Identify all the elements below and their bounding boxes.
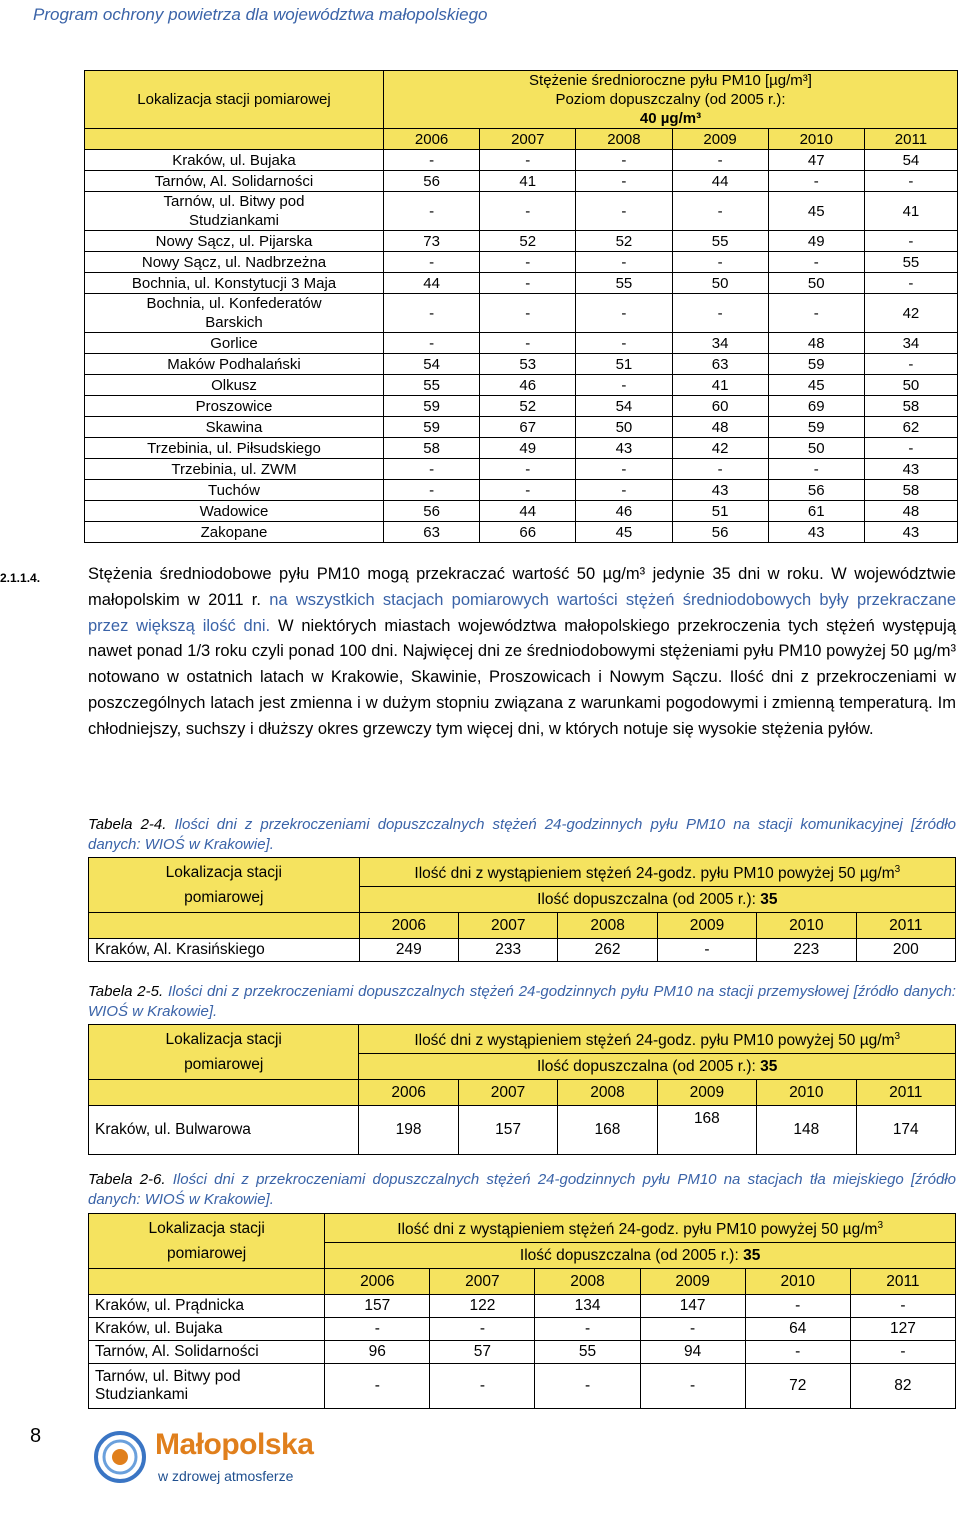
value-cell: 134	[535, 1295, 640, 1318]
allowed-days-header: Ilość dopuszczalna (od 2005 r.): 35	[325, 1243, 956, 1269]
table-2-6	[88, 1213, 956, 1409]
station-name: Bochnia, ul. Konstytucji 3 Maja	[85, 273, 384, 294]
value-cell: 127	[850, 1318, 955, 1341]
table-2-4	[88, 857, 956, 962]
value-cell: 200	[856, 939, 955, 962]
station-name: Zakopane	[85, 522, 384, 543]
station-name: Proszowice	[85, 396, 384, 417]
value-cell: 48	[672, 417, 768, 438]
value-cell: -	[384, 333, 480, 354]
table-2-5	[88, 1024, 956, 1155]
value-cell: -	[640, 1318, 745, 1341]
table-row	[85, 171, 958, 192]
value-cell: -	[745, 1295, 850, 1318]
value-cell: 94	[640, 1341, 745, 1364]
value-cell: 168	[558, 1106, 657, 1155]
year-header: 2007	[480, 129, 576, 150]
year-header: 2006	[359, 913, 458, 939]
year-header: 2007	[430, 1269, 535, 1295]
value-cell: -	[325, 1364, 430, 1409]
table-row	[85, 501, 958, 522]
value-cell: 249	[359, 939, 458, 962]
year-header: 2007	[458, 1080, 557, 1106]
station-name: Tarnów, Al. Solidarności	[85, 171, 384, 192]
value-cell: 48	[768, 333, 864, 354]
value-cell: 56	[672, 522, 768, 543]
value-cell: 82	[850, 1364, 955, 1409]
table-row	[89, 1341, 956, 1364]
station-name: Kraków, ul. Prądnicka	[89, 1295, 325, 1318]
station-name: Maków Podhalański	[85, 354, 384, 375]
value-cell: 168	[657, 1106, 756, 1155]
table-row	[89, 1364, 956, 1409]
table-row	[89, 939, 956, 962]
value-cell: -	[768, 459, 864, 480]
value-cell: -	[384, 459, 480, 480]
value-cell: -	[864, 171, 957, 192]
value-cell: -	[576, 480, 672, 501]
table-row	[89, 1106, 956, 1155]
value-cell: 44	[672, 171, 768, 192]
value-cell: 198	[359, 1106, 458, 1155]
value-cell: 58	[384, 438, 480, 459]
table-row	[85, 333, 958, 354]
station-name: Bochnia, ul. Konfederatów Barskich	[85, 294, 384, 333]
value-cell: -	[576, 294, 672, 333]
value-cell: 55	[535, 1341, 640, 1364]
value-cell: 64	[745, 1318, 850, 1341]
year-header: 2009	[640, 1269, 745, 1295]
value-cell: -	[672, 192, 768, 231]
year-header: 2008	[535, 1269, 640, 1295]
value-cell: 122	[430, 1295, 535, 1318]
value-cell: 43	[672, 480, 768, 501]
value-cell: 57	[430, 1341, 535, 1364]
table-row	[89, 1318, 956, 1341]
table-row	[85, 231, 958, 252]
station-name: Gorlice	[85, 333, 384, 354]
location-header: Lokalizacja stacji pomiarowej	[89, 1214, 325, 1269]
value-cell: 42	[864, 294, 957, 333]
value-cell: -	[480, 333, 576, 354]
value-cell: 72	[745, 1364, 850, 1409]
value-cell: 45	[768, 375, 864, 396]
value-cell: 51	[576, 354, 672, 375]
value-cell: -	[430, 1364, 535, 1409]
annual-title: Stężenie średnioroczne pyłu PM10 [µg/m³]	[529, 72, 812, 89]
value-cell: 47	[768, 150, 864, 171]
value-cell: 50	[576, 417, 672, 438]
year-header: 2011	[856, 913, 955, 939]
value-cell: 60	[672, 396, 768, 417]
station-name: Kraków, Al. Krasińskiego	[89, 939, 360, 962]
value-cell: 223	[757, 939, 856, 962]
value-cell: -	[480, 273, 576, 294]
value-cell: 262	[558, 939, 657, 962]
value-cell: 43	[864, 459, 957, 480]
value-cell: 58	[864, 396, 957, 417]
value-cell: -	[850, 1341, 955, 1364]
station-name: Kraków, ul. Bujaka	[89, 1318, 325, 1341]
value-cell: -	[768, 252, 864, 273]
value-cell: -	[576, 150, 672, 171]
value-cell: -	[576, 192, 672, 231]
value-cell: 62	[864, 417, 957, 438]
year-header-empty	[85, 129, 384, 150]
value-cell: 73	[384, 231, 480, 252]
value-cell: 44	[480, 501, 576, 522]
location-header: Lokalizacja stacji pomiarowej	[85, 71, 384, 129]
exceedance-header: Ilość dni z wystąpieniem stężeń 24-godz. pyłu PM10 powyżej 50 $\mu g/m^3$	[325, 1214, 956, 1243]
value-cell: 56	[768, 480, 864, 501]
value-cell: -	[430, 1318, 535, 1341]
year-header: 2006	[359, 1080, 458, 1106]
allowed-days-header: Ilość dopuszczalna (od 2005 r.): 35	[359, 1054, 956, 1080]
year-header: 2010	[757, 913, 856, 939]
year-header: 2011	[850, 1269, 955, 1295]
value-cell: 55	[576, 273, 672, 294]
value-cell: -	[768, 294, 864, 333]
value-cell: 43	[864, 522, 957, 543]
annual-limit: Poziom dopuszczalny (od 2005 r.): 40 µg/m³	[555, 91, 786, 127]
year-header: 2011	[864, 129, 957, 150]
location-header: Lokalizacja stacji pomiarowej	[89, 1025, 359, 1080]
station-name: Tarnów, Al. Solidarności	[89, 1341, 325, 1364]
year-header: 2009	[657, 913, 756, 939]
value-cell: 63	[672, 354, 768, 375]
value-cell: 53	[480, 354, 576, 375]
table-row	[85, 480, 958, 501]
value-cell: -	[480, 150, 576, 171]
value-cell: -	[480, 294, 576, 333]
value-cell: 52	[480, 396, 576, 417]
table-row	[85, 150, 958, 171]
section-number: 2.1.1.4.	[0, 571, 41, 585]
year-header: 2006	[384, 129, 480, 150]
table-row	[85, 375, 958, 396]
value-cell: 54	[864, 150, 957, 171]
value-cell: 41	[864, 192, 957, 231]
value-cell: 49	[480, 438, 576, 459]
value-cell: 41	[480, 171, 576, 192]
value-cell: 67	[480, 417, 576, 438]
exceedance-header: Ilość dni z wystąpieniem stężeń 24-godz. pyłu PM10 powyżej 50 $\mu g/m^3$	[359, 1025, 956, 1054]
value-cell: 61	[768, 501, 864, 522]
value-cell: -	[576, 252, 672, 273]
year-header: 2010	[745, 1269, 850, 1295]
table-row	[85, 417, 958, 438]
value-cell: 63	[384, 522, 480, 543]
value-cell: -	[576, 459, 672, 480]
year-header: 2009	[657, 1080, 756, 1106]
value-cell: 157	[325, 1295, 430, 1318]
value-cell: 48	[864, 501, 957, 522]
logo-name: Małopolska	[155, 1428, 314, 1461]
value-cell: -	[850, 1295, 955, 1318]
allowed-days-header: Ilość dopuszczalna (od 2005 r.): 35	[359, 887, 955, 913]
table-row	[85, 273, 958, 294]
year-header: 2010	[768, 129, 864, 150]
value-cell: -	[576, 171, 672, 192]
value-cell: 58	[864, 480, 957, 501]
table-2-6-caption: Tabela 2-6. Ilości dni z przekroczeniami dopuszczalnych stężeń 24-godzinnych pyłu PM10 na stacjach tła miejskiego [źródło danych: WIOŚ w Krakowie].	[88, 1171, 956, 1208]
value-cell: 96	[325, 1341, 430, 1364]
station-name: Skawina	[85, 417, 384, 438]
year-header: 2008	[576, 129, 672, 150]
value-cell: 54	[576, 396, 672, 417]
value-cell: -	[672, 459, 768, 480]
year-header: 2010	[757, 1080, 856, 1106]
value-cell: 55	[384, 375, 480, 396]
value-cell: -	[384, 252, 480, 273]
station-name: Nowy Sącz, ul. Nadbrzeżna	[85, 252, 384, 273]
annual-header	[384, 71, 958, 129]
value-cell: 46	[576, 501, 672, 522]
value-cell: 50	[672, 273, 768, 294]
value-cell: -	[672, 252, 768, 273]
table-row	[85, 396, 958, 417]
table-row	[85, 459, 958, 480]
value-cell: -	[384, 150, 480, 171]
value-cell: 50	[864, 375, 957, 396]
table-row	[85, 522, 958, 543]
table-2-5-caption: Tabela 2-5. Ilości dni z przekroczeniami dopuszczalnych stężeń 24-godzinnych pyłu PM10 na stacji przemysłowej [źródło danych: WIOŚ w Krakowie].	[88, 983, 956, 1020]
value-cell: 174	[856, 1106, 955, 1155]
value-cell: 34	[864, 333, 957, 354]
value-cell: 43	[576, 438, 672, 459]
value-cell: 41	[672, 375, 768, 396]
value-cell: -	[480, 480, 576, 501]
annual-pm10-table	[84, 70, 958, 543]
value-cell: -	[480, 252, 576, 273]
table-row	[85, 192, 958, 231]
table-row	[85, 354, 958, 375]
value-cell: -	[384, 480, 480, 501]
value-cell: 59	[768, 417, 864, 438]
value-cell: 43	[768, 522, 864, 543]
value-cell: -	[384, 192, 480, 231]
station-name: Trzebinia, ul. ZWM	[85, 459, 384, 480]
value-cell: -	[864, 438, 957, 459]
value-cell: 52	[576, 231, 672, 252]
station-name: Nowy Sącz, ul. Pijarska	[85, 231, 384, 252]
table-row	[85, 252, 958, 273]
station-name: Trzebinia, ul. Piłsudskiego	[85, 438, 384, 459]
value-cell: -	[672, 294, 768, 333]
value-cell: 49	[768, 231, 864, 252]
value-cell: 50	[768, 438, 864, 459]
value-cell: 59	[768, 354, 864, 375]
value-cell: -	[864, 273, 957, 294]
year-header: 2008	[558, 1080, 657, 1106]
page-header: Program ochrony powietrza dla województwa małopolskiego	[33, 5, 488, 24]
station-name: Tarnów, ul. Bitwy pod Studziankami	[85, 192, 384, 231]
value-cell: 44	[384, 273, 480, 294]
value-cell: -	[864, 354, 957, 375]
value-cell: 52	[480, 231, 576, 252]
value-cell: 55	[672, 231, 768, 252]
exceedance-header: Ilość dni z wystąpieniem stężeń 24-godz. pyłu PM10 powyżej 50 $\mu g/m^3$	[359, 858, 955, 887]
value-cell: 59	[384, 417, 480, 438]
value-cell: -	[384, 294, 480, 333]
value-cell: -	[768, 171, 864, 192]
station-name: Tarnów, ul. Bitwy pod Studziankami	[89, 1364, 325, 1409]
table-row	[85, 438, 958, 459]
value-cell: -	[480, 459, 576, 480]
value-cell: 42	[672, 438, 768, 459]
value-cell: 54	[384, 354, 480, 375]
value-cell: 233	[459, 939, 558, 962]
value-cell: -	[745, 1341, 850, 1364]
value-cell: 69	[768, 396, 864, 417]
value-cell: -	[480, 192, 576, 231]
station-name: Olkusz	[85, 375, 384, 396]
year-header: 2011	[856, 1080, 955, 1106]
station-name: Tuchów	[85, 480, 384, 501]
value-cell: -	[640, 1364, 745, 1409]
value-cell: -	[672, 150, 768, 171]
table-row	[89, 1295, 956, 1318]
section-paragraph: Stężenia średniodobowe pyłu PM10 mogą przekraczać wartość 50 µg/m³ jedynie 35 dni w roku. W województwie małopolskim w 2011 r. na wszystkich stacjach pomiarowych wartości stężeń średniodobowych były przekraczane przez większą ilość dni. W niektórych miastach województwa małopolskiego przekroczenia tych stężeń występują nawet ponad 1/3 roku czyli ponad 100 dni. Najwięcej dni ze średniodobowymi stężeniami pyłu PM10 powyżej 50 µg/m³ notowano w ostatnich latach w Krakowie, Skawinie, Proszowicach i Nowym Sączu. Ilość dni z przekroczeniami w poszczególnych latach jest zmienna i w dużym stopniu związana z warunkami pogodowymi i zmienną temperaturą. Im chłodniejszy, suchszy i dłuższy okres grzewczy tym więcej dni, w których notuje się wysokie stężenia pyłów.	[88, 565, 956, 738]
value-cell: 147	[640, 1295, 745, 1318]
table-2-4-caption: Tabela 2-4. Ilości dni z przekroczeniami dopuszczalnych stężeń 24-godzinnych pyłu PM10 na stacji komunikacyjnej [źródło danych: WIOŚ w Krakowie].	[88, 816, 956, 853]
station-name: Wadowice	[85, 501, 384, 522]
value-cell: -	[657, 939, 756, 962]
value-cell: 148	[757, 1106, 856, 1155]
year-header: 2007	[459, 913, 558, 939]
value-cell: 34	[672, 333, 768, 354]
table-row	[85, 294, 958, 333]
logo-tagline: w zdrowej atmosferze	[158, 1468, 294, 1484]
value-cell: 157	[458, 1106, 557, 1155]
year-header-empty	[89, 1269, 325, 1295]
location-header: Lokalizacja stacji pomiarowej	[89, 858, 360, 913]
value-cell: -	[535, 1318, 640, 1341]
value-cell: 56	[384, 171, 480, 192]
year-header-empty	[89, 913, 360, 939]
page-number: 8	[30, 1425, 42, 1447]
year-header: 2006	[325, 1269, 430, 1295]
value-cell: 59	[384, 396, 480, 417]
value-cell: -	[325, 1318, 430, 1341]
value-cell: 55	[864, 252, 957, 273]
value-cell: 45	[768, 192, 864, 231]
value-cell: -	[535, 1364, 640, 1409]
value-cell: 56	[384, 501, 480, 522]
value-cell: -	[576, 333, 672, 354]
station-name: Kraków, ul. Bulwarowa	[89, 1106, 359, 1155]
value-cell: -	[576, 375, 672, 396]
year-header-empty	[89, 1080, 359, 1106]
value-cell: -	[864, 231, 957, 252]
year-header: 2008	[558, 913, 657, 939]
station-name: Kraków, ul. Bujaka	[85, 150, 384, 171]
value-cell: 50	[768, 273, 864, 294]
value-cell: 46	[480, 375, 576, 396]
value-cell: 51	[672, 501, 768, 522]
value-cell: 66	[480, 522, 576, 543]
value-cell: 45	[576, 522, 672, 543]
year-header: 2009	[672, 129, 768, 150]
